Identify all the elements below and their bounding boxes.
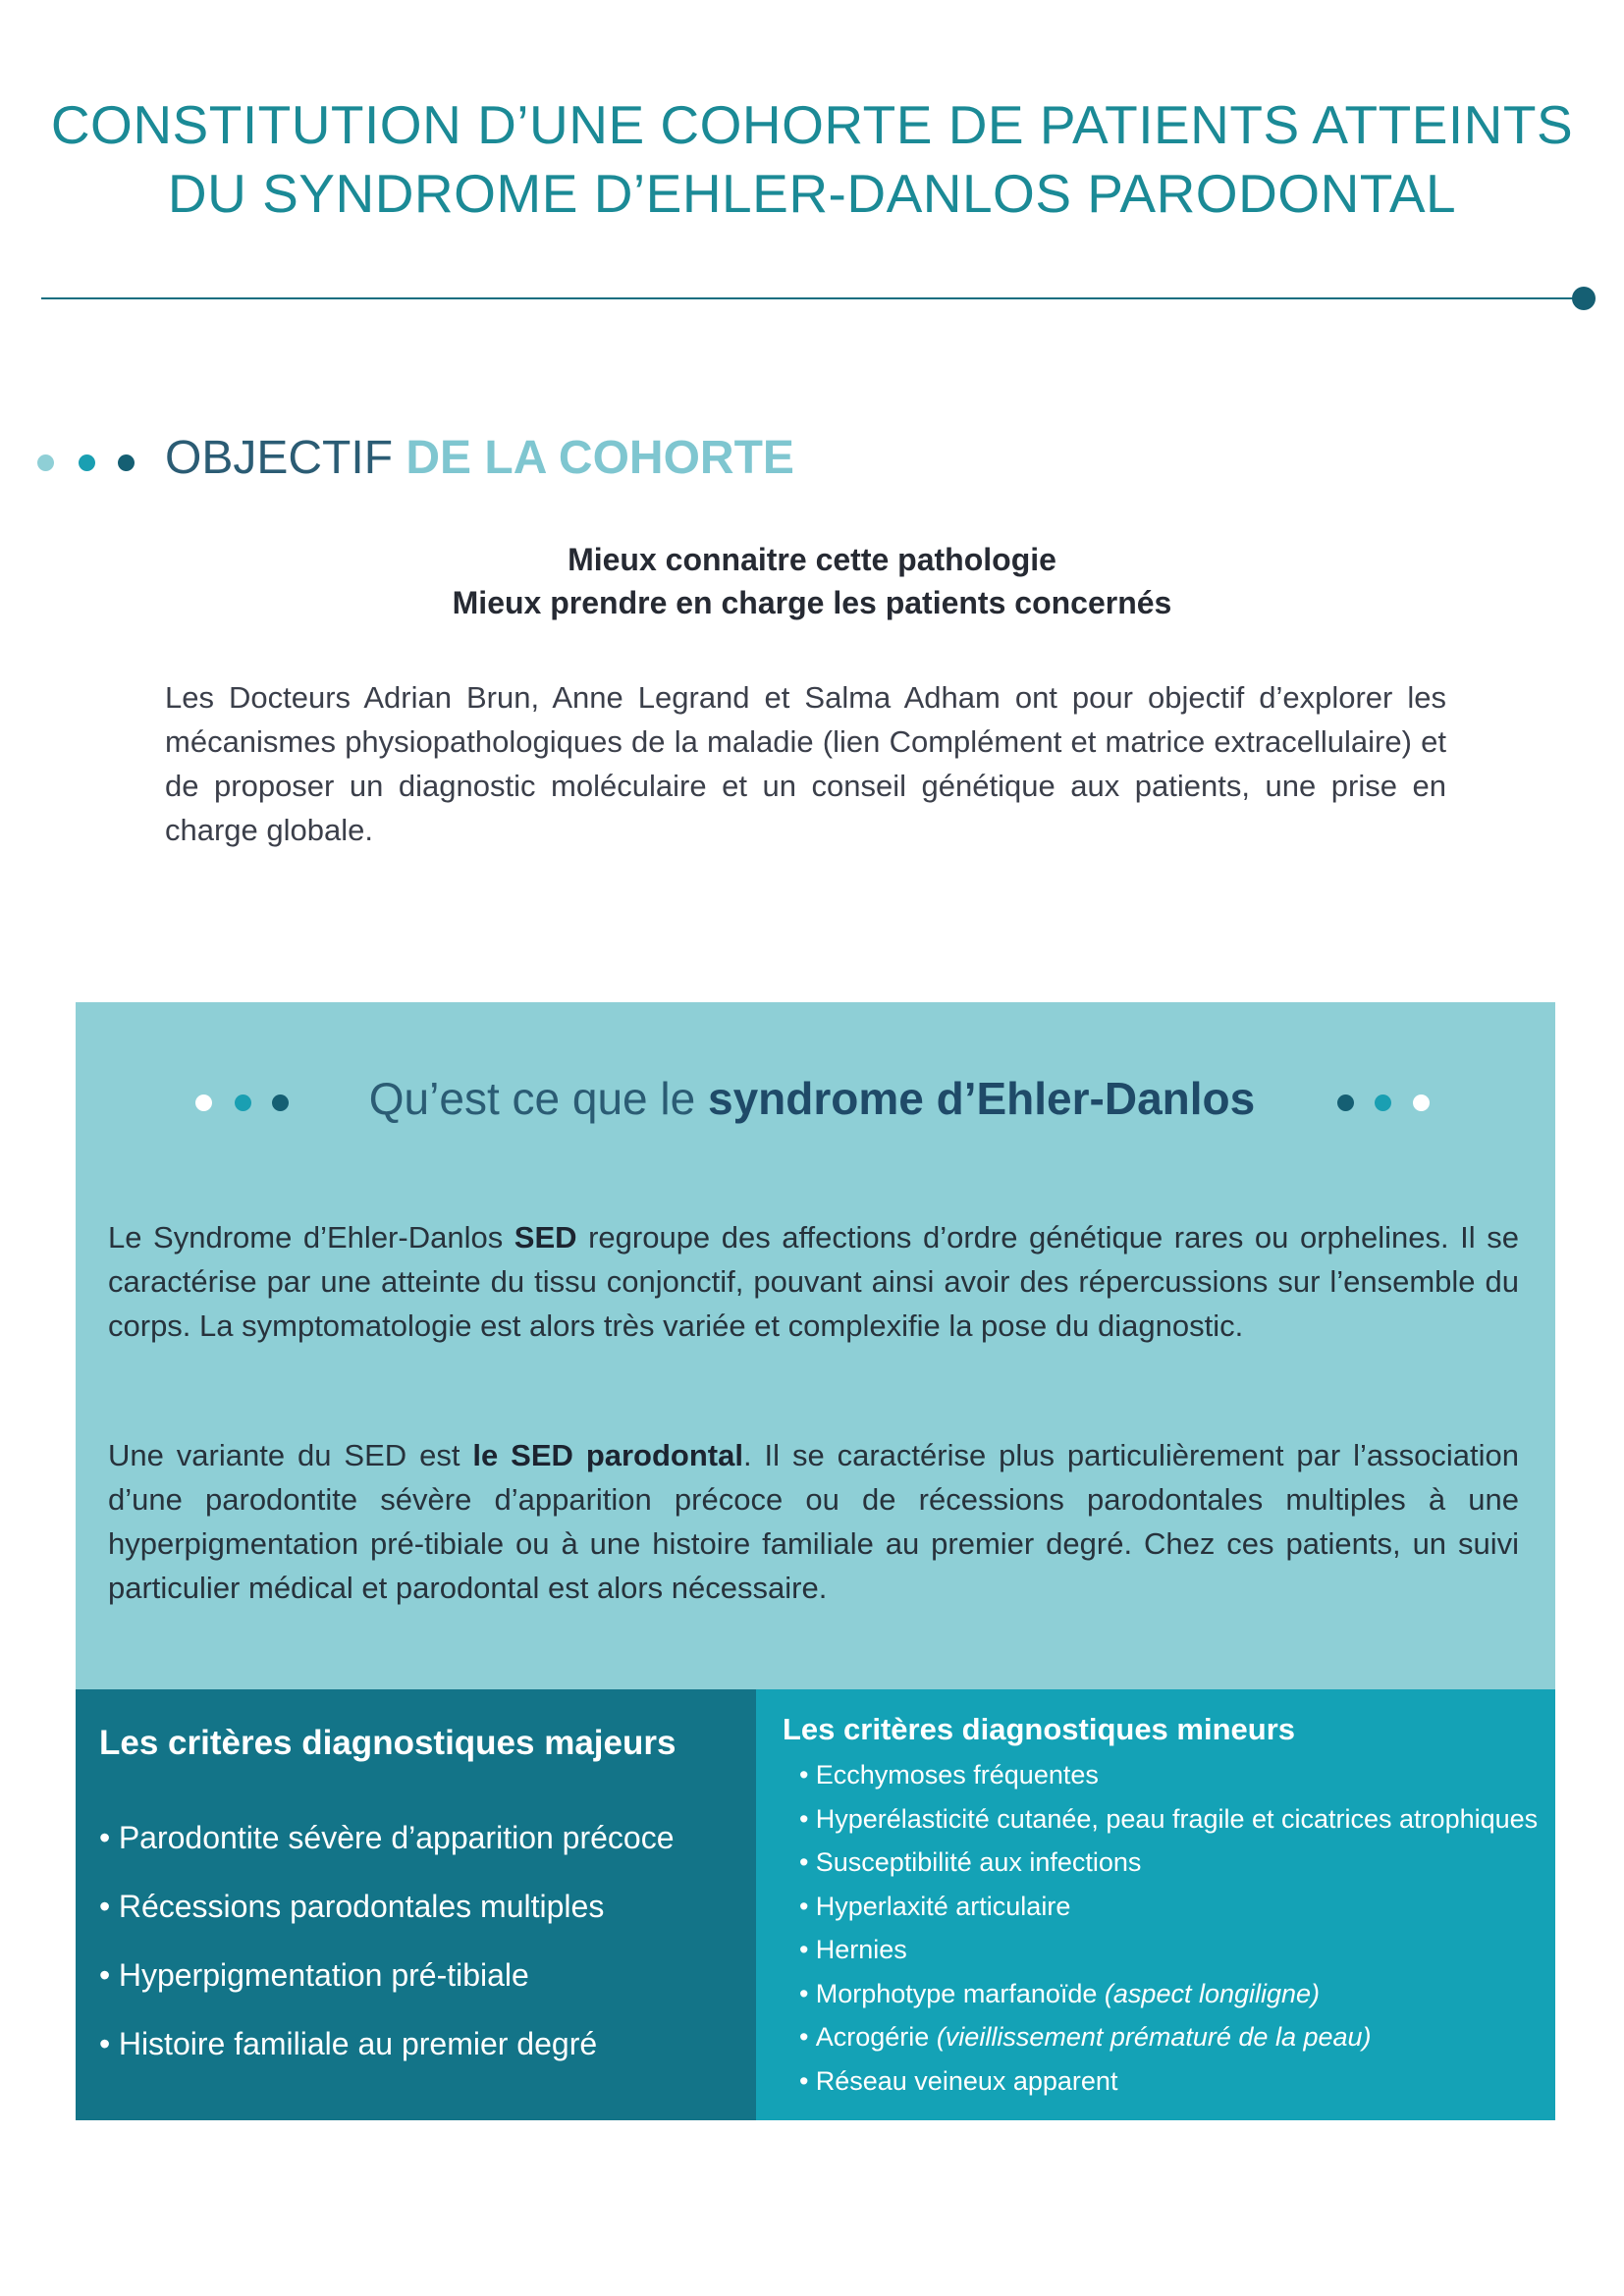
list-item (799, 1758, 1538, 1802)
list-item (799, 1802, 1538, 1846)
objective-subtitle-line-1: Mieux connaitre cette pathologie (568, 542, 1056, 577)
minor-criterion-note: (aspect longiligne) (1104, 1978, 1321, 2008)
minor-criterion-text: Hernies (815, 1935, 907, 1964)
bullet-icon: • (799, 1978, 809, 2008)
bullet-icon: • (99, 1820, 111, 1855)
sed-p2-bold: le SED parodontal (472, 1438, 743, 1472)
sed-paragraph-2 (108, 1433, 1519, 1610)
minor-criterion-text: Susceptibilité aux infections (815, 1847, 1142, 1877)
sed-p2-text-after: . Il se caractérise plus particulièrement par l’association d’une parodontite sévère d’apparition précoce ou de récessions parodontales multiples à une hyperpigmentation pré-tibiale ou à une histoire familiale au premier degré. Chez ces patients, un suivi particulier médical et parodontal est alors nécessaire. (108, 1438, 1519, 1605)
sed-p1-text: Le Syndrome d’Ehler-Danlos (108, 1220, 504, 1255)
bullet-icon: • (799, 1935, 809, 1964)
bullet-icon: • (99, 2026, 111, 2061)
bullet-icon: • (99, 1889, 111, 1924)
minor-criterion-text: Ecchymoses fréquentes (815, 1760, 1099, 1789)
sed-heading-bold: syndrome d’Ehler-Danlos (707, 1073, 1256, 1124)
dot-medium-icon (1375, 1095, 1391, 1111)
minor-criteria-title: Les critères diagnostiques mineurs (783, 1712, 1296, 1746)
objective-heading-highlight: DE LA COHORTE (406, 432, 794, 484)
dot-dark-icon (118, 454, 135, 471)
bullet-icon: • (799, 1891, 809, 1921)
major-criteria-list (99, 1816, 675, 2091)
page-title-line-2: DU SYNDROME D’EHLER-DANLOS PARODONTAL (167, 163, 1457, 224)
objective-paragraph: Les Docteurs Adrian Brun, Anne Legrand et Salma Adham ont pour objectif d’explorer les mécanismes physiopathologiques de la maladie (lien Complément et matrice extracellulaire) et de proposer un diagnostic moléculaire et un conseil génétique aux patients, une prise en charge globale. (165, 680, 1446, 847)
minor-criterion-text: Morphotype marfanoïde (815, 1978, 1098, 2008)
major-criterion-text: Parodontite sévère d’apparition précoce (118, 1820, 675, 1855)
bullet-icon: • (799, 1760, 809, 1789)
major-criteria-title: Les critères diagnostiques majeurs (99, 1724, 677, 1762)
list-item (799, 1977, 1538, 2021)
list-item (799, 1933, 1538, 1977)
list-item (799, 1845, 1538, 1890)
bullet-icon: • (799, 1803, 809, 1834)
sed-paragraph-1 (108, 1215, 1519, 1348)
sed-p1-bold: SED (514, 1220, 577, 1255)
page-title-line-1: CONSTITUTION D’UNE COHORTE DE PATIENTS ATTEINTS (50, 94, 1574, 155)
minor-criterion-text: Hyperélasticité cutanée, peau fragile et cicatrices atrophiques (815, 1803, 1539, 1834)
minor-criteria-list (799, 1758, 1538, 2108)
minor-criterion-text: Hyperlaxité articulaire (815, 1891, 1071, 1921)
list-item (799, 2064, 1538, 2109)
bullet-icon: • (99, 1957, 111, 1993)
dot-light-icon (37, 454, 54, 471)
sed-p2-text: Une variante du SED est (108, 1438, 460, 1472)
objective-subtitle-line-2: Mieux prendre en charge les patients concernés (452, 585, 1172, 620)
list-item (99, 2022, 675, 2091)
list-item (99, 1816, 675, 1885)
minor-criterion-text: Acrogérie (815, 2022, 930, 2052)
objective-heading (165, 429, 794, 488)
major-criterion-text: Récessions parodontales multiples (118, 1889, 605, 1924)
objective-subtitle (0, 538, 1624, 624)
divider-end-dot-icon (1572, 287, 1596, 310)
dot-white-icon (1413, 1095, 1430, 1111)
list-item (799, 1890, 1538, 1934)
bullet-icon: • (799, 1847, 809, 1877)
bullet-icon: • (799, 2065, 809, 2096)
minor-criterion-text: Réseau veineux apparent (815, 2065, 1118, 2096)
list-item (799, 2020, 1538, 2064)
header-divider (41, 297, 1585, 299)
list-item (99, 1953, 675, 2022)
list-item (99, 1885, 675, 1953)
major-criterion-text: Hyperpigmentation pré-tibiale (118, 1957, 529, 1993)
major-criterion-text: Histoire familiale au premier degré (118, 2026, 598, 2061)
sed-heading-normal: Qu’est ce que le (368, 1073, 696, 1124)
sed-p1-text-after: regroupe des affections d’ordre génétique rares ou orphelines. Il se caractérise par une atteinte du tissu conjonctif, pouvant ainsi avoir des répercussions sur l’ensemble du corps. La symptomatologie est alors très variée et complexifie la pose du diagnostic. (108, 1220, 1519, 1343)
bullet-icon: • (799, 2022, 809, 2052)
dot-medium-icon (79, 454, 95, 471)
page-title (0, 90, 1624, 228)
dot-dark-icon (1337, 1095, 1354, 1111)
minor-criterion-note: (vieillissement prématuré de la peau) (936, 2022, 1372, 2052)
objective-heading-normal: OBJECTIF (165, 432, 394, 484)
